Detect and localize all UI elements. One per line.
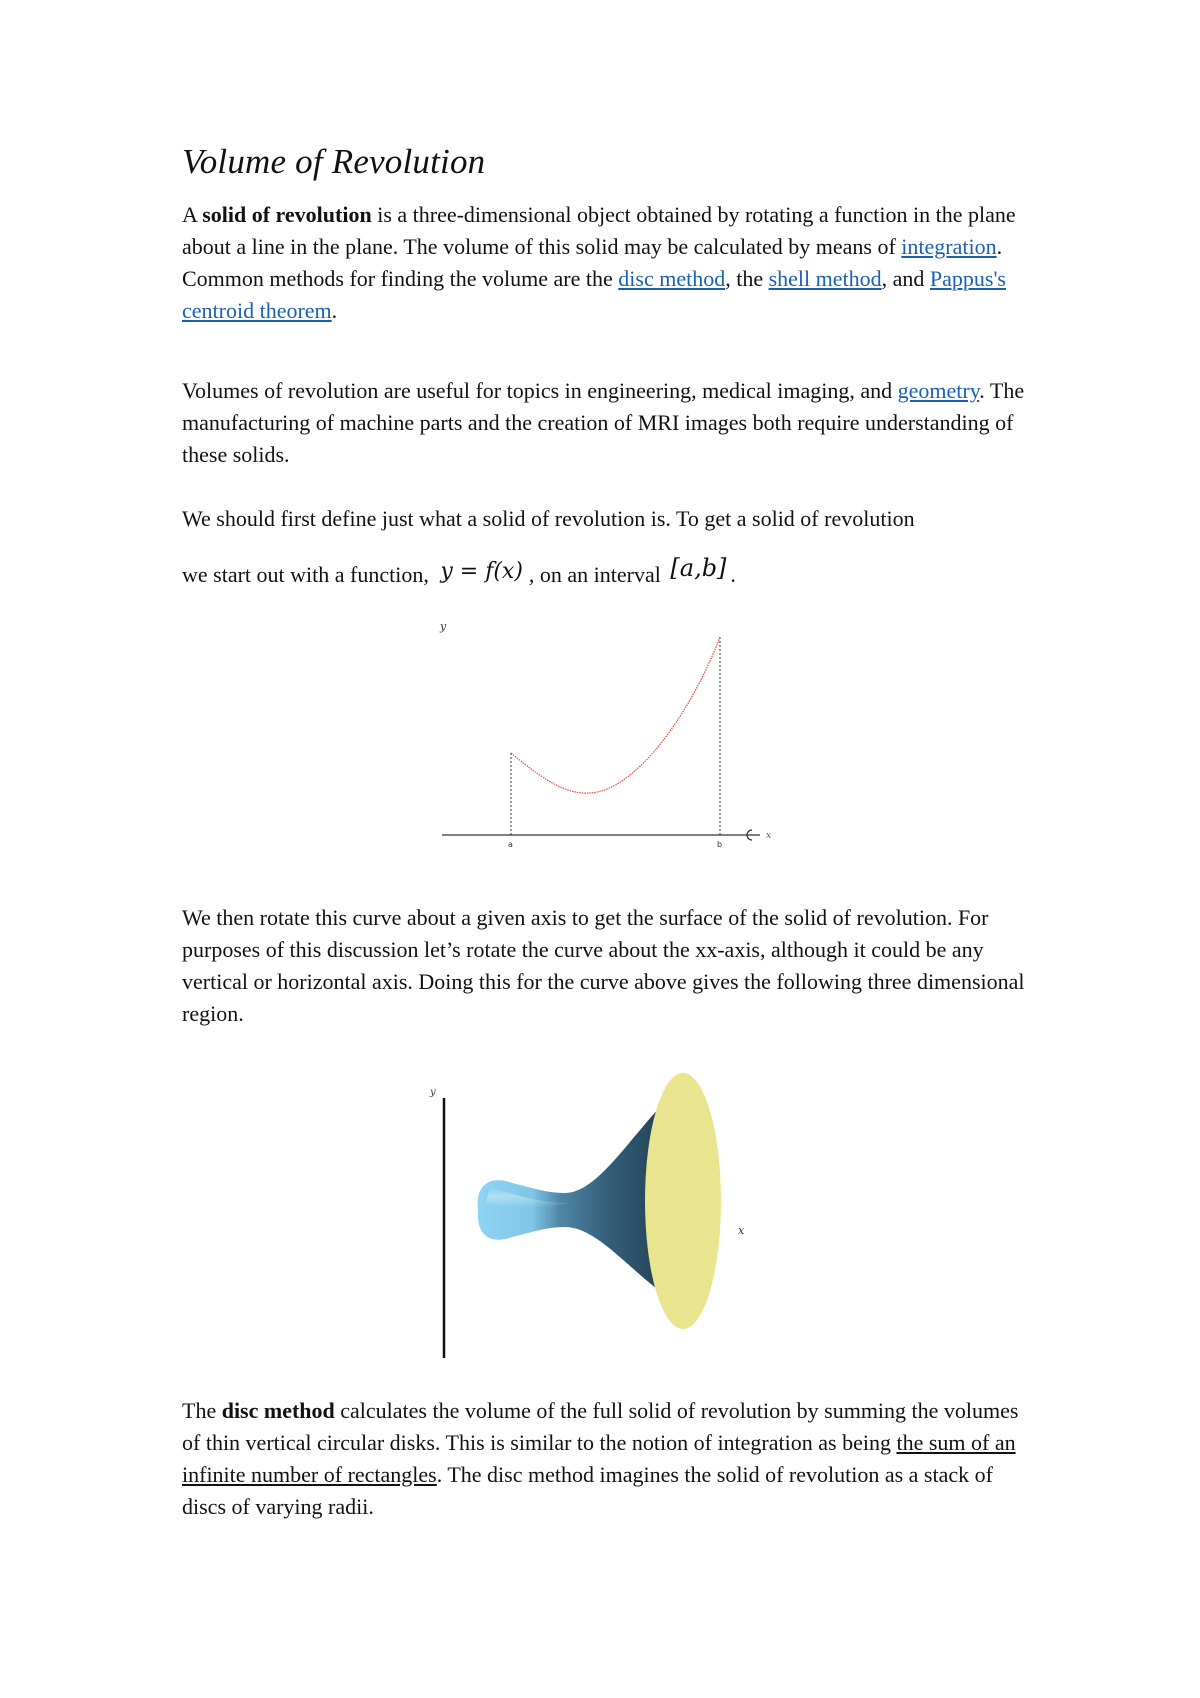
end-cap-disc <box>645 1073 721 1329</box>
link-shell-method[interactable]: shell method <box>768 266 882 291</box>
text-run: calculates the volume of the full solid of revolution by summing the volumes of thin vertical circular disks. This is similar to the notion of integration as being <box>182 1398 1019 1455</box>
link-integration[interactable]: integration <box>901 234 997 259</box>
text-run: , and <box>881 266 930 291</box>
paragraph-definition-line1: We should first define just what a solid of revolution is. To get a solid of revolution <box>182 506 915 531</box>
math-function: y = f(x) <box>440 559 523 584</box>
figure-function-curve <box>430 615 780 855</box>
text-run: , on an interval <box>528 562 667 587</box>
y-axis-label: y <box>440 620 447 633</box>
text-run: we start out with a function, <box>182 562 435 587</box>
link-pappus-theorem[interactable]: Pappus's centroid theorem <box>182 266 1006 323</box>
text-run: , the <box>725 266 769 291</box>
text-run: Volumes of revolution are useful for topics in engineering, medical imaging, and <box>182 378 898 403</box>
x-axis-label: x <box>766 831 772 841</box>
b-tick-label: b <box>717 840 723 849</box>
text-run: . Common methods for finding the volume are the <box>182 234 1003 291</box>
text-run: . The manufacturing of machine parts and the creation of MRI images both require understanding of these solids. <box>182 378 1025 467</box>
figure-solid-of-revolution <box>420 1075 780 1365</box>
link-geometry[interactable]: geometry <box>897 378 980 403</box>
math-interval: [a,b] <box>670 554 727 582</box>
text-run: A <box>182 202 203 227</box>
page-title: Volume of Revolution <box>182 142 486 181</box>
link-disc-method[interactable]: disc method <box>618 266 726 291</box>
paragraph-definition-line2 <box>182 552 1042 591</box>
bold-term-disc-method: disc method <box>221 1398 335 1423</box>
text-run: The <box>182 1398 222 1423</box>
bold-term-solid-of-revolution: solid of revolution <box>202 202 372 227</box>
x-axis-label-3d: x <box>738 1224 745 1237</box>
a-tick-label: a <box>508 840 513 849</box>
link-sum-of-rectangles[interactable]: the sum of an infinite number of rectangles <box>182 1430 1016 1487</box>
paragraph-applications <box>182 375 1042 471</box>
function-curve <box>511 637 720 793</box>
text-run: . <box>730 562 736 587</box>
text-run: . <box>331 298 338 323</box>
paragraph-intro <box>182 199 1042 327</box>
text-run: . The disc method imagines the solid of revolution as a stack of discs of varying radii. <box>182 1462 993 1519</box>
text-run: is a three-dimensional object obtained by rotating a function in the plane about a line in the plane. The volume of this solid may be calculated by means of <box>182 202 1016 259</box>
paragraph-rotation: We then rotate this curve about a given axis to get the surface of the solid of revolution. For purposes of this discussion let’s rotate the curve about the xx-axis, although it could be any vertical or horizontal axis. Doing this for the curve above gives the following three dimensional region. <box>182 905 1025 1026</box>
paragraph-disc-method <box>182 1395 1042 1523</box>
y-axis-label-3d: y <box>430 1087 436 1098</box>
